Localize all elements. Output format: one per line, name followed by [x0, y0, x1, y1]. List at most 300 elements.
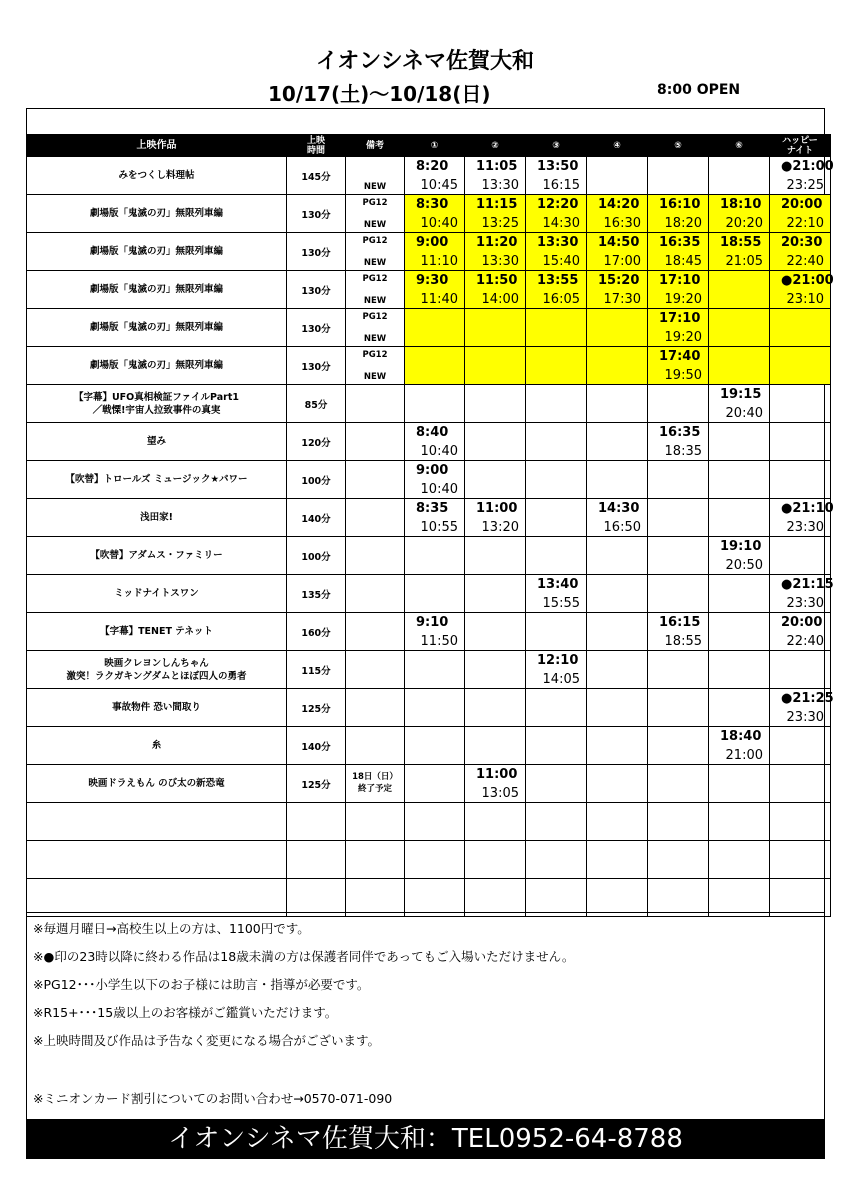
- end-time: 18:55: [664, 634, 702, 649]
- end-time: 11:50: [420, 634, 458, 649]
- rating-label: PG12: [362, 198, 388, 208]
- film-title: [27, 689, 287, 727]
- film-title-line: 【吹替】アダムス・ファミリー: [90, 550, 223, 561]
- happy-night-slot: [770, 689, 834, 727]
- table-row: [27, 271, 831, 309]
- screen-slot-3: [526, 613, 587, 651]
- happy-night-slot: [770, 347, 831, 385]
- happy-night-slot: [770, 841, 831, 879]
- end-time: 18:20: [664, 216, 702, 231]
- screen-slot-5: [648, 879, 709, 917]
- screen-slot-3: [526, 499, 587, 537]
- happy-night-slot: [770, 385, 831, 423]
- screen-slot-6: [709, 537, 770, 575]
- film-title-line: 映画ドラえもん のび太の新恐竜: [88, 778, 225, 789]
- happy-night-slot: [770, 537, 831, 575]
- screen-slot-3: [526, 765, 587, 803]
- screen-slot-5: [648, 423, 709, 461]
- film-note: [346, 385, 405, 423]
- end-time: 18:35: [664, 444, 702, 459]
- film-title: [27, 271, 287, 309]
- start-time: 11:20: [476, 235, 518, 250]
- film-title: [27, 347, 287, 385]
- screen-slot-5: [648, 841, 709, 879]
- table-row: [27, 803, 831, 841]
- open-time: 8:00 OPEN: [657, 82, 741, 98]
- screen-slot-2: [465, 841, 526, 879]
- film-title-line: 劇場版「鬼滅の刃」無限列車編: [89, 322, 223, 333]
- film-duration: 160分: [287, 613, 346, 651]
- header-happy-night: [770, 135, 831, 157]
- screen-slot-1: [405, 727, 465, 765]
- screen-slot-4: [587, 803, 648, 841]
- note-line: ※ミニオンカード割引についてのお問い合わせ→0570-071-090: [33, 1091, 393, 1106]
- screen-slot-3: [526, 841, 587, 879]
- screen-slot-6: [709, 309, 770, 347]
- table-row: [27, 575, 831, 613]
- screen-slot-1: [405, 765, 465, 803]
- start-time: 11:15: [476, 197, 518, 212]
- film-duration: 145分: [287, 157, 346, 195]
- screen-slot-6: [709, 423, 770, 461]
- screen-slot-4: [587, 765, 648, 803]
- film-title-line: 望み: [146, 436, 166, 447]
- end-time: 19:20: [664, 292, 702, 307]
- end-time: 20:20: [725, 216, 763, 231]
- end-time: 13:30: [481, 254, 519, 269]
- screen-slot-6: [709, 803, 770, 841]
- screen-slot-6: [709, 765, 770, 803]
- screen-slot-1: [405, 195, 465, 233]
- note-line: ※R15+･･･15歳以上のお客様がご鑑賞いただけます。: [33, 1005, 338, 1020]
- table-row: [27, 765, 831, 803]
- screen-slot-5: [648, 309, 709, 347]
- screen-slot-6: [709, 271, 770, 309]
- header-duration-line: 上映: [306, 135, 325, 146]
- screen-slot-2: [465, 765, 526, 803]
- film-title: [27, 195, 287, 233]
- screen-slot-4: [587, 347, 648, 385]
- screen-slot-2: [465, 423, 526, 461]
- film-note: [346, 879, 405, 917]
- screen-slot-6: [709, 385, 770, 423]
- screen-slot-5: [648, 727, 709, 765]
- film-duration: 130分: [287, 309, 346, 347]
- start-time: 8:20: [416, 159, 449, 174]
- screen-slot-1: [405, 537, 465, 575]
- screen-slot-4: [587, 157, 648, 195]
- header-late-line: ナイト: [786, 145, 814, 156]
- happy-night-slot: [770, 499, 834, 537]
- film-note: [346, 613, 405, 651]
- film-duration: 130分: [287, 233, 346, 271]
- end-time: 16:30: [603, 216, 641, 231]
- screen-slot-5: [648, 537, 709, 575]
- screen-slot-1: [405, 461, 465, 499]
- screen-slot-2: [465, 651, 526, 689]
- end-time: 16:15: [542, 178, 580, 193]
- start-time: ●21:15: [781, 577, 834, 592]
- header-duration-line: 時間: [306, 145, 325, 156]
- film-title-line: 【字幕】TENET テネット: [100, 626, 213, 637]
- screen-slot-2: [465, 575, 526, 613]
- start-time: 8:35: [416, 501, 449, 516]
- film-duration: 100分: [287, 537, 346, 575]
- film-duration: [287, 803, 346, 841]
- header-slot-5: ⑤: [648, 135, 709, 157]
- film-note: [346, 537, 405, 575]
- screen-slot-2: [465, 233, 526, 271]
- start-time: 9:30: [416, 273, 449, 288]
- start-time: 17:10: [659, 273, 701, 288]
- start-time: 13:30: [537, 235, 579, 250]
- table-row: [27, 461, 831, 499]
- screen-slot-5: [648, 195, 709, 233]
- end-time: 21:05: [725, 254, 763, 269]
- end-time: 10:55: [420, 520, 458, 535]
- film-title-line: ミッドナイトスワン: [114, 588, 199, 599]
- film-duration: 125分: [287, 689, 346, 727]
- screen-slot-3: [526, 727, 587, 765]
- start-time: 16:10: [659, 197, 701, 212]
- start-time: ●21:00: [781, 273, 834, 288]
- film-title-line: 糸: [151, 740, 162, 751]
- screen-slot-3: [526, 537, 587, 575]
- screen-slot-3: [526, 423, 587, 461]
- end-time: 22:40: [786, 634, 824, 649]
- film-note: [346, 195, 405, 233]
- film-title: [27, 613, 287, 651]
- screen-slot-1: [405, 385, 465, 423]
- screen-slot-6: [709, 575, 770, 613]
- note-line: ※PG12･･･小学生以下のお子様には助言・指導が必要です。: [33, 977, 370, 992]
- film-note: [346, 157, 405, 195]
- screen-slot-6: [709, 195, 770, 233]
- happy-night-slot: [770, 233, 831, 271]
- screen-slot-4: [587, 537, 648, 575]
- end-time: 11:40: [420, 292, 458, 307]
- new-label: NEW: [363, 258, 387, 268]
- end-time: 19:20: [664, 330, 702, 345]
- note-line: ※毎週月曜日→高校生以上の方は、1100円です。: [33, 921, 310, 936]
- screen-slot-5: [648, 499, 709, 537]
- date-range: 10/17(土)〜10/18(日): [268, 82, 491, 106]
- start-time: 16:35: [659, 425, 701, 440]
- new-label: NEW: [363, 220, 387, 230]
- screen-slot-1: [405, 499, 465, 537]
- rating-label: PG12: [362, 312, 388, 322]
- happy-night-slot: [770, 271, 834, 309]
- start-time: 9:00: [416, 463, 449, 478]
- start-time: 16:15: [659, 615, 701, 630]
- table-header-row: [27, 135, 831, 157]
- screen-slot-3: [526, 195, 587, 233]
- end-time: 13:30: [481, 178, 519, 193]
- film-title: [27, 537, 287, 575]
- start-time: 16:35: [659, 235, 701, 250]
- screen-slot-4: [587, 423, 648, 461]
- note-line: ※●印の23時以降に終わる作品は18歳未満の方は保護者同伴であってもご入場いただけません。: [33, 949, 575, 964]
- film-note: [346, 271, 405, 309]
- screen-slot-5: [648, 575, 709, 613]
- header-late-line: ハッピー: [782, 135, 818, 146]
- screen-slot-3: [526, 461, 587, 499]
- film-title: [27, 575, 287, 613]
- screen-slot-1: [405, 689, 465, 727]
- screen-slot-2: [465, 537, 526, 575]
- screen-slot-4: [587, 309, 648, 347]
- screen-slot-6: [709, 613, 770, 651]
- note-line: 終了予定: [357, 784, 392, 794]
- happy-night-slot: [770, 803, 831, 841]
- start-time: ●21:25: [781, 691, 834, 706]
- new-label: NEW: [363, 296, 387, 306]
- screen-slot-3: [526, 157, 587, 195]
- screen-slot-2: [465, 727, 526, 765]
- table-row: [27, 689, 831, 727]
- screen-slot-3: [526, 575, 587, 613]
- end-time: 17:30: [603, 292, 641, 307]
- footer-banner: イオンシネマ佐賀大和：TEL0952-64-8788: [26, 1119, 825, 1159]
- screen-slot-2: [465, 195, 526, 233]
- header-slot-6: ⑥: [709, 135, 770, 157]
- film-title: [27, 727, 287, 765]
- table-row: [27, 499, 831, 537]
- start-time: 13:40: [537, 577, 579, 592]
- start-time: 14:50: [598, 235, 640, 250]
- screen-slot-4: [587, 271, 648, 309]
- film-title-line: 激突！ラクガキングダムとほぼ四人の勇者: [66, 670, 247, 682]
- start-time: ●21:10: [781, 501, 834, 516]
- table-row: [27, 233, 831, 271]
- start-time: 18:10: [720, 197, 762, 212]
- screen-slot-4: [587, 575, 648, 613]
- film-title: [27, 233, 287, 271]
- film-duration: 130分: [287, 347, 346, 385]
- film-title-line: 劇場版「鬼滅の刃」無限列車編: [89, 208, 223, 219]
- happy-night-slot: [770, 461, 831, 499]
- header-slot-2: ②: [465, 135, 526, 157]
- screen-slot-4: [587, 385, 648, 423]
- screen-slot-3: [526, 651, 587, 689]
- film-note: [346, 841, 405, 879]
- screen-slot-3: [526, 689, 587, 727]
- screen-slot-2: [465, 157, 526, 195]
- start-time: 19:10: [720, 539, 762, 554]
- end-time: 22:40: [786, 254, 824, 269]
- end-time: 13:20: [481, 520, 519, 535]
- film-title-line: 劇場版「鬼滅の刃」無限列車編: [89, 284, 223, 295]
- film-title: [27, 157, 287, 195]
- start-time: 17:10: [659, 311, 701, 326]
- end-time: 10:40: [420, 216, 458, 231]
- end-time: 11:10: [420, 254, 458, 269]
- start-time: ●21:00: [781, 159, 834, 174]
- table-row: [27, 879, 831, 917]
- screen-slot-5: [648, 157, 709, 195]
- film-title: [27, 765, 287, 803]
- note-text: [346, 771, 404, 795]
- happy-night-slot: [770, 727, 831, 765]
- rating-label: PG12: [362, 274, 388, 284]
- film-duration: 135分: [287, 575, 346, 613]
- film-note: [346, 803, 405, 841]
- film-duration: 130分: [287, 195, 346, 233]
- film-title-line: 浅田家!: [140, 512, 173, 523]
- screen-slot-4: [587, 841, 648, 879]
- screen-slot-4: [587, 195, 648, 233]
- end-time: 22:10: [786, 216, 824, 231]
- screen-slot-6: [709, 461, 770, 499]
- rating-label: PG12: [362, 350, 388, 360]
- film-note: [346, 461, 405, 499]
- film-note: [346, 689, 405, 727]
- screen-slot-6: [709, 233, 770, 271]
- film-note: [346, 727, 405, 765]
- table-row: [27, 157, 831, 195]
- screen-slot-5: [648, 651, 709, 689]
- film-title: [27, 499, 287, 537]
- happy-night-slot: [770, 575, 834, 613]
- screen-slot-1: [405, 651, 465, 689]
- film-title-line: 【字幕】UFO真相検証ファイルPart1: [73, 391, 240, 403]
- table-row: [27, 841, 831, 879]
- film-note: [346, 423, 405, 461]
- screen-slot-6: [709, 841, 770, 879]
- table-row: [27, 195, 831, 233]
- film-title-line: ／戦慄!宇宙人拉致事件の真実: [92, 404, 221, 416]
- start-time: 9:10: [416, 615, 449, 630]
- screen-slot-2: [465, 689, 526, 727]
- happy-night-slot: [770, 195, 831, 233]
- table-row: [27, 537, 831, 575]
- end-time: 18:45: [664, 254, 702, 269]
- film-title-line: 事故物件 恐い間取り: [112, 702, 201, 713]
- screen-slot-1: [405, 613, 465, 651]
- start-time: 11:00: [476, 767, 518, 782]
- start-time: 9:00: [416, 235, 449, 250]
- start-time: 11:00: [476, 501, 518, 516]
- film-title-line: 劇場版「鬼滅の刃」無限列車編: [89, 246, 223, 257]
- screen-slot-5: [648, 765, 709, 803]
- end-time: 23:10: [786, 292, 824, 307]
- start-time: 18:40: [720, 729, 762, 744]
- screen-slot-1: [405, 271, 465, 309]
- screen-slot-6: [709, 651, 770, 689]
- film-duration: 140分: [287, 727, 346, 765]
- new-label: NEW: [363, 372, 387, 382]
- screen-slot-6: [709, 879, 770, 917]
- film-title: [27, 423, 287, 461]
- film-duration: 115分: [287, 651, 346, 689]
- screen-slot-4: [587, 689, 648, 727]
- film-note: [346, 233, 405, 271]
- film-title: [27, 803, 287, 841]
- end-time: 20:50: [725, 558, 763, 573]
- end-time: 23:30: [786, 596, 824, 611]
- screen-slot-6: [709, 157, 770, 195]
- new-label: NEW: [363, 334, 387, 344]
- screen-slot-3: [526, 879, 587, 917]
- table-row: [27, 613, 831, 651]
- film-note: [346, 309, 405, 347]
- end-time: 21:00: [725, 748, 763, 763]
- screen-slot-1: [405, 423, 465, 461]
- screen-slot-6: [709, 347, 770, 385]
- start-time: 17:40: [659, 349, 701, 364]
- start-time: 20:30: [781, 235, 823, 250]
- table-row: [27, 347, 831, 385]
- film-note: [346, 499, 405, 537]
- film-note: [346, 575, 405, 613]
- end-time: 16:05: [542, 292, 580, 307]
- end-time: 10:40: [420, 482, 458, 497]
- happy-night-slot: [770, 423, 831, 461]
- header-film: 上映作品: [27, 135, 287, 157]
- screen-slot-4: [587, 613, 648, 651]
- screen-slot-1: [405, 233, 465, 271]
- end-time: 23:30: [786, 710, 824, 725]
- new-label: NEW: [363, 182, 387, 192]
- start-time: 18:55: [720, 235, 762, 250]
- table-row: [27, 309, 831, 347]
- screen-slot-4: [587, 727, 648, 765]
- film-title: [27, 651, 287, 689]
- header-slot-1: ①: [405, 135, 465, 157]
- film-duration: 130分: [287, 271, 346, 309]
- screen-slot-5: [648, 613, 709, 651]
- film-duration: 140分: [287, 499, 346, 537]
- end-time: 14:05: [542, 672, 580, 687]
- start-time: 19:15: [720, 387, 762, 402]
- page-title: イオンシネマ佐賀大和: [315, 49, 535, 74]
- end-time: 14:00: [481, 292, 519, 307]
- screen-slot-1: [405, 879, 465, 917]
- screen-slot-1: [405, 803, 465, 841]
- screen-slot-2: [465, 461, 526, 499]
- film-duration: 100分: [287, 461, 346, 499]
- happy-night-slot: [770, 651, 831, 689]
- screen-slot-2: [465, 385, 526, 423]
- film-note: [346, 347, 405, 385]
- end-time: 14:30: [542, 216, 580, 231]
- screen-slot-5: [648, 385, 709, 423]
- screen-slot-1: [405, 841, 465, 879]
- screen-slot-3: [526, 347, 587, 385]
- table-row: [27, 727, 831, 765]
- happy-night-slot: [770, 765, 831, 803]
- end-time: 19:50: [664, 368, 702, 383]
- start-time: 14:20: [598, 197, 640, 212]
- happy-night-slot: [770, 157, 834, 195]
- table-row: [27, 423, 831, 461]
- start-time: 11:05: [476, 159, 518, 174]
- note-line: ※上映時間及び作品は予告なく変更になる場合がございます。: [33, 1033, 380, 1048]
- screen-slot-5: [648, 233, 709, 271]
- screen-slot-5: [648, 347, 709, 385]
- start-time: 13:50: [537, 159, 579, 174]
- end-time: 16:50: [603, 520, 641, 535]
- end-time: 10:40: [420, 444, 458, 459]
- table-row: [27, 385, 831, 423]
- start-time: 14:30: [598, 501, 640, 516]
- note-line: 18日（日）: [352, 772, 398, 782]
- film-title-line: みをつくし料理帖: [118, 170, 195, 181]
- film-title: [27, 309, 287, 347]
- screen-slot-3: [526, 385, 587, 423]
- header-slot-4: ④: [587, 135, 648, 157]
- film-title: [27, 385, 287, 423]
